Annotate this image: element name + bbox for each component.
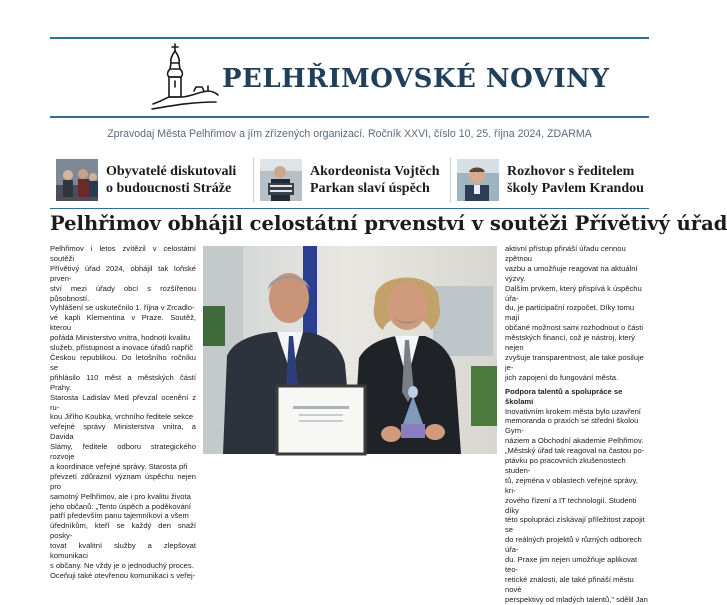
masthead	[50, 42, 649, 114]
teaser-item[interactable]	[457, 154, 644, 206]
teaser-text: Rozhovor s ředitelem školy Pavlem Krandou	[507, 164, 644, 196]
teaser-strip	[50, 154, 649, 206]
teaser-item[interactable]	[56, 154, 236, 206]
teaser-item[interactable]	[260, 154, 440, 206]
church-tower-logo-icon	[150, 42, 220, 114]
article-column-left: Pelhřimov i letos zvítězil v celostátní soutěži Přívětivý úřad 2024, obhájil tak loňské prven- ství mezi úřady obcí s rozšířenou působností. Vyhlášení se uskutečnilo 1. října v Zrcadlo- vé kapli Klementina v Praze. Soutěž, kterou pořádá Ministerstvo vnitra, hodnotí kvalitu služeb, přístupnost a inovace úřadů napříč Českou republikou. Do letošního ročníku se přihlásilo 110 měst a městských částí Prahy. Starosta Ladislav Med převzal ocenění z ru- kou Jiřího Koubka, vrchního ředitele sekce veřejné správy Ministerstva vnitra, a Davida Slámy, ředitele odboru strategického rozvoje a koordinace veřejné správy. Starosta při převzetí zdůraznil význam úspěchu nejen pro samotný Pelhřimov, ale i pro kvalitu života jeho občanů: „Tento úspěch a poděkování patří především panu tajemníkovi a všem úředníkům, kteří se každý den snaží posky- tovat kvalitní služby a zlepšovat komunikaci s občany. Ne vždy je o jednoduchý proces. Oceňuji také otevřenou komunikaci s veřej-	[50, 244, 196, 580]
photo-thumbnail-accordion-icon	[260, 159, 302, 201]
section-rule	[50, 208, 649, 209]
issue-subtitle: Zpravodaj Města Pelhřimov a jím zřízených organizací. Ročník XXVI, číslo 10, 25. října 2024, ZDARMA	[107, 128, 592, 140]
newspaper-title: PELHŘIMOVSKÉ NOVINY	[222, 64, 610, 94]
teaser-text: Obyvatelé diskutovali o budoucnosti Stráže	[106, 164, 237, 196]
masthead-bottom-rule	[50, 116, 649, 118]
photo-thumbnail-group-icon	[56, 159, 98, 201]
masthead-top-rule	[50, 37, 649, 39]
article-subheading: Podpora talentů a spolupráce se školami	[505, 386, 623, 406]
teaser-divider	[450, 158, 451, 202]
teaser-divider	[253, 158, 254, 202]
article-headline: Pelhřimov obhájil celostátní prvenství v soutěži Přívětivý úřad	[50, 212, 727, 235]
photo-thumbnail-portrait-icon	[457, 159, 499, 201]
article-column-right: aktivní přístup přináší úřadu cennou zpětnou vazbu a umožňuje reagovat na aktuální výzvy. Dalším prvkem, který přispívá k úspěchu úřa- du, je participační rozpočet. Díky tomu mají občané možnost sami rozhodnout o části městských financí, což je nástroj, který nejen zvyšuje transparentnost, ale také posiluje je- jich zapojení do fungování města. Podpora talentů a spolupráce se školami Inovativním krokem města bylo uzavření memoranda o praxích se střední školou Gym- náziem a Obchodní akademie Pelhřimov. „Městský úřad tak reagoval na častou po- ptávku po pracovních zkušenostech studen- tů, zejména v oblastech veřejné správy, kri- zového řízení a IT technologií. Studenti díky této spolupráci získávají příležitost zapojit se do reálných projektů v různých odborech úřa- du. Praxe jim nejen umožňuje aplikovat teo- retické znalosti, ale také přináší městu nové perspektivy od mladých talentů," sdělil Jan	[505, 244, 648, 604]
award-ceremony-photo-icon	[203, 246, 497, 454]
teaser-text: Akordeonista Vojtěch Parkan slaví úspěch	[310, 164, 440, 196]
